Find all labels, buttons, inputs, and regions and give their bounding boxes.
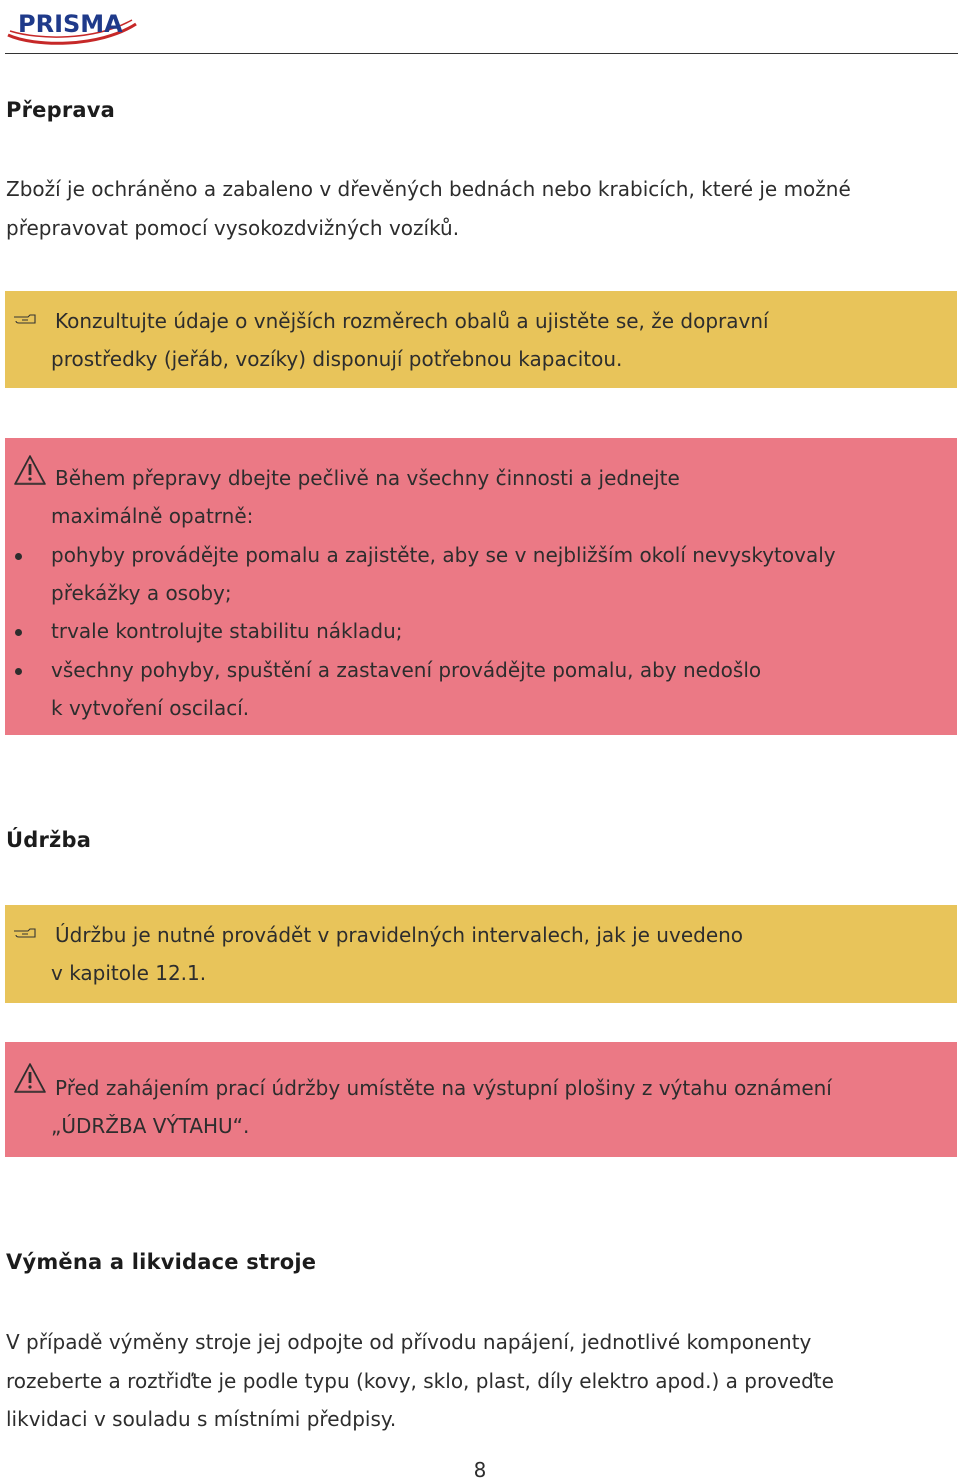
note-line: Konzultujte údaje o vnějších rozměrech obalů a ujistěte se, že dopravní — [55, 309, 769, 333]
disposal-paragraph — [6, 1323, 946, 1439]
section-title-transport: Přeprava — [6, 98, 116, 122]
warning-bullet-line: všechny pohyby, spuštění a zastavení provádějte pomalu, aby nedošlo — [51, 658, 762, 682]
warning-line: „ÚDRŽBA VÝTAHU“. — [51, 1114, 250, 1138]
warning-bullet-line: trvale kontrolujte stabilitu nákladu; — [51, 619, 403, 643]
note-line: v kapitole 12.1. — [51, 961, 207, 985]
section-title-disposal: Výměna a likvidace stroje — [6, 1250, 317, 1274]
paragraph-line: Zboží je ochráněno a zabaleno v dřevěných bednách nebo krabicích, které je možné — [6, 177, 851, 201]
transport-note-box — [5, 291, 957, 388]
warning-triangle-icon — [13, 454, 47, 486]
warning-line: Během přepravy dbejte pečlivě na všechny činnosti a jednejte — [55, 466, 680, 490]
bullet-dot — [15, 553, 22, 560]
pointing-hand-icon — [13, 927, 37, 941]
header-rule — [5, 53, 958, 54]
maintenance-warning-box — [5, 1042, 957, 1157]
transport-warning-box — [5, 438, 957, 735]
transport-paragraph — [6, 170, 946, 247]
pointing-hand-icon — [13, 313, 37, 327]
page-header — [0, 0, 960, 56]
logo-text: PRISMA — [18, 10, 123, 38]
warning-bullet-line: překážky a osoby; — [51, 581, 232, 605]
paragraph-line: rozeberte a roztřiďte je podle typu (kovy, sklo, plast, díly elektro apod.) a proveďte — [6, 1368, 834, 1393]
section-title-maintenance: Údržba — [6, 828, 92, 852]
prisma-logo — [4, 4, 138, 48]
note-line: prostředky (jeřáb, vozíky) disponují potřebnou kapacitou. — [51, 347, 623, 371]
paragraph-line: V případě výměny stroje jej odpojte od přívodu napájení, jednotlivé komponenty — [6, 1330, 812, 1354]
warning-bullet-line: k vytvoření oscilací. — [51, 696, 250, 720]
maintenance-note-box — [5, 905, 957, 1003]
page-number: 8 — [473, 1458, 487, 1482]
paragraph-line: přepravovat pomocí vysokozdvižných vozíků. — [6, 215, 460, 240]
paragraph-line: likvidaci v souladu s místními předpisy. — [6, 1407, 397, 1431]
warning-line: Před zahájením prací údržby umístěte na výstupní plošiny z výtahu oznámení — [55, 1076, 832, 1100]
bullet-dot — [15, 668, 22, 675]
warning-triangle-icon — [13, 1062, 47, 1094]
note-line: Údržbu je nutné provádět v pravidelných intervalech, jak je uvedeno — [55, 923, 744, 947]
bullet-dot — [15, 629, 22, 636]
warning-line: maximálně opatrně: — [51, 504, 254, 528]
warning-bullet-line: pohyby provádějte pomalu a zajistěte, aby se v nejbližším okolí nevyskytovaly — [51, 543, 836, 567]
